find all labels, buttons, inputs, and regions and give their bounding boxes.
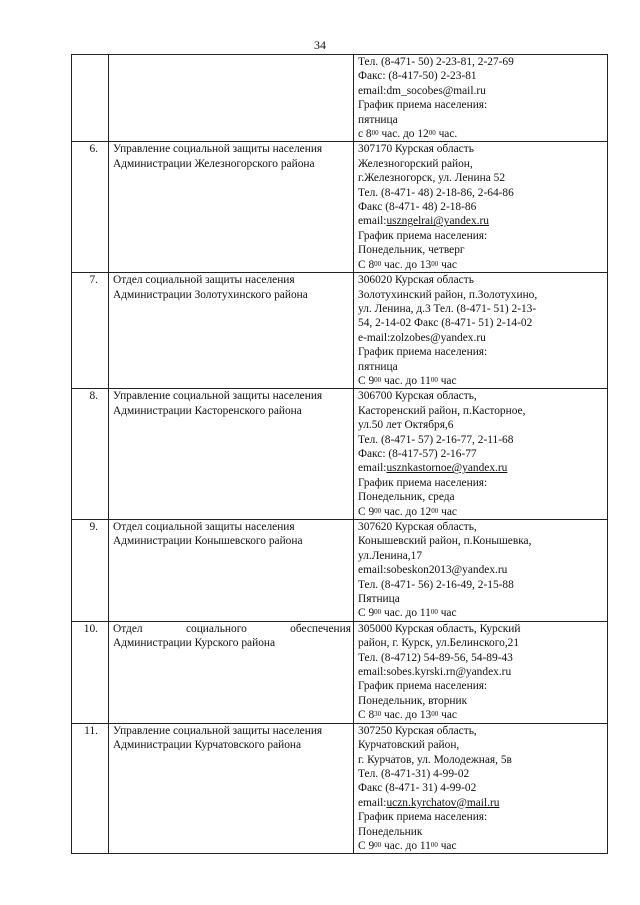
contact-line: email:sobeskon2013@yandex.ru (358, 564, 508, 577)
contact-line: пятница (358, 113, 398, 126)
page-number: 34 (314, 38, 326, 52)
contact-line: 54, 2-14-02 Факс (8-471- 51) 2-14-02 (358, 317, 533, 330)
contact-details (354, 273, 608, 389)
contact-line: Понедельник (358, 825, 423, 838)
contact-line: Тел. (8-4712) 54-89-56, 54-89-43 (358, 651, 513, 664)
table-row (72, 520, 608, 622)
organization-name: Отдел социального обеспечения Администрации Курского района (109, 621, 354, 723)
reception-hours: С $9^{00}$ час. до $11^{00}$ час (358, 374, 457, 387)
contact-line: Факс: (8-417-50) 2-23-81 (358, 70, 477, 83)
email-link[interactable]: uczn.kyrchatov@mail.ru (386, 796, 500, 809)
row-number: 8. (72, 389, 109, 520)
table-row (72, 389, 608, 520)
contact-line: район, г. Курск, ул.Белинского,21 (358, 637, 520, 650)
contact-details (354, 621, 608, 723)
table-row (72, 142, 608, 273)
contact-details (354, 723, 608, 854)
reception-hours: С $8^{00}$ час. до $13^{00}$ час (358, 258, 457, 271)
contact-line: Тел. (8-471- 48) 2-18-86, 2-64-86 (358, 186, 514, 199)
contact-line: Понедельник, вторник (358, 694, 468, 707)
contact-line: Железногорский район, (358, 157, 473, 170)
email-link[interactable]: usznkastornoe@yandex.ru (386, 462, 508, 475)
organization-name: Управление социальной защиты населения Администрации Касторенского района (109, 389, 354, 520)
contact-line: Тел. (8-471- 57) 2-16-77, 2-11-68 (358, 433, 514, 446)
contact-line: Понедельник, четверг (358, 244, 465, 257)
organization-name (109, 55, 354, 142)
contact-details (354, 520, 608, 622)
contact-line: Золотухинский район, п.Золотухино, (358, 288, 538, 301)
contact-line: 306700 Курская область, (358, 390, 477, 403)
contact-details (354, 389, 608, 520)
contact-line: Пятница (358, 593, 400, 606)
reception-hours: С $9^{00}$ час. до $11^{00}$ час (358, 607, 457, 620)
table-row (72, 273, 608, 389)
contact-line: График приема населения: (358, 346, 488, 359)
contact-line: 307170 Курская область (358, 143, 474, 156)
table-row (72, 723, 608, 854)
contact-line: График приема населения: (358, 811, 488, 824)
contact-line: г.Железногорск, ул. Ленина 52 (358, 172, 506, 185)
email-link[interactable]: uszngelrai@yandex.ru (386, 215, 489, 228)
contact-line: email:uszngelrai@yandex.ru (358, 215, 489, 228)
organization-name: Отдел социальной защиты населения Администрации Конышевского района (109, 520, 354, 622)
reception-hours: С $9^{00}$ час. до $11^{00}$ час (358, 839, 457, 852)
contact-line: Факс (8-471- 48) 2-18-86 (358, 201, 477, 214)
contact-line: Тел. (8-471- 56) 2-16-49, 2-15-88 (358, 578, 514, 591)
contact-line: ул. Ленина, д.3 Тел. (8-471- 51) 2-13- (358, 302, 537, 315)
contact-line: Курчатовский район, (358, 739, 460, 752)
contact-line: График приема населения: (358, 680, 488, 693)
contact-details (354, 142, 608, 273)
reception-hours: С $9^{00}$ час. до $12^{00}$ час (358, 505, 457, 518)
contact-line: email:usznkastornoe@yandex.ru (358, 462, 508, 475)
contact-details (354, 55, 608, 142)
contact-line: 305000 Курская область, Курский (358, 622, 521, 635)
contact-line: ул.50 лет Октября,6 (358, 419, 454, 432)
contact-line: Касторенский район, п.Касторное, (358, 404, 526, 417)
contact-line: Тел. (8-471-31) 4-99-02 (358, 767, 470, 780)
contact-line: Понедельник, среда (358, 491, 455, 504)
contact-line: 307620 Курская область, (358, 521, 477, 533)
contact-line: 306020 Курская область (358, 274, 474, 287)
reception-hours: С $8^{30}$ час. до $13^{00}$ час (358, 709, 457, 722)
contact-line: г. Курчатов, ул. Молодежная, 5в (358, 753, 512, 766)
organization-name: Управление социальной защиты населения Администрации Железногорского района (109, 142, 354, 273)
row-number: 11. (72, 723, 109, 854)
row-number: 10. (72, 621, 109, 723)
contact-line: email:dm_socobes@mail.ru (358, 84, 486, 97)
table-row (72, 621, 608, 723)
organization-name: Отдел социальной защиты населения Администрации Золотухинского района (109, 273, 354, 389)
contact-line: e-mail:zolzobes@yandex.ru (358, 331, 486, 344)
row-number (72, 55, 109, 142)
contact-line: График приема населения: (358, 476, 488, 489)
contact-line: Конышевский район, п.Конышевка, (358, 535, 532, 548)
row-number: 9. (72, 520, 109, 622)
contact-line: График приема населения: (358, 229, 488, 242)
row-number: 7. (72, 273, 109, 389)
contact-line: График приема населения: (358, 99, 488, 112)
contact-line: Тел. (8-471- 50) 2-23-81, 2-27-69 (358, 56, 514, 68)
social-protection-contacts-table (71, 54, 608, 854)
reception-hours: с $8^{00}$ час. до $12^{00}$ час. (358, 128, 458, 141)
organization-name: Управление социальной защиты населения Администрации Курчатовского района (109, 723, 354, 854)
contact-line: пятница (358, 360, 398, 373)
contact-line: email:uczn.kyrchatov@mail.ru (358, 796, 500, 809)
table-row (72, 55, 608, 142)
row-number: 6. (72, 142, 109, 273)
contact-line: email:sobes.kyrski.rn@yandex.ru (358, 666, 512, 679)
contact-line: Факс (8-471- 31) 4-99-02 (358, 782, 477, 795)
contact-line: ул.Ленина,17 (358, 549, 423, 562)
contact-line: Факс: (8-417-57) 2-16-77 (358, 447, 477, 460)
contact-line: 307250 Курская область, (358, 724, 477, 737)
